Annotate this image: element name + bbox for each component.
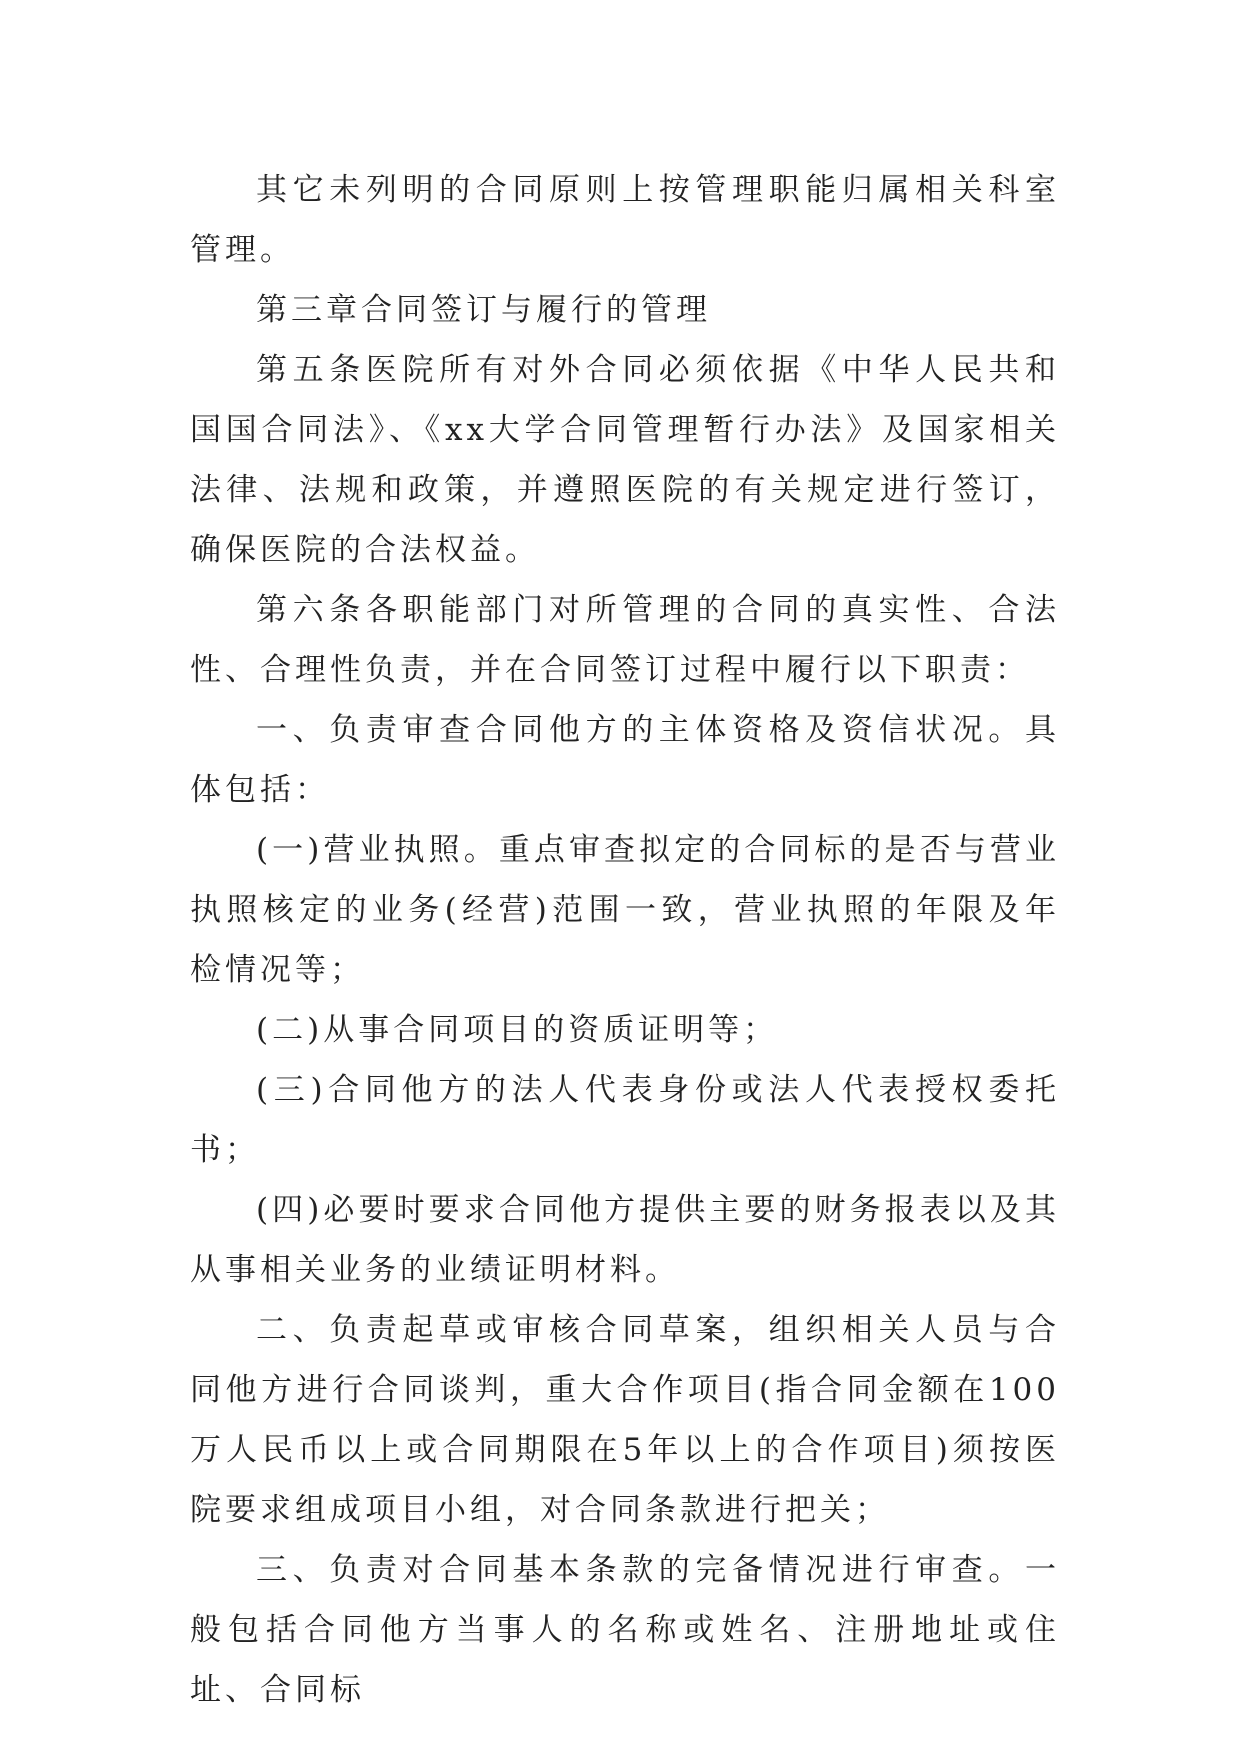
paragraph: 三、负责对合同基本条款的完备情况进行审查。一般包括合同他方当事人的名称或姓名、注册地址或住址、合同标 bbox=[190, 1552, 1060, 1708]
paragraph: 第五条医院所有对外合同必须依据《中华人民共和国国合同法》、《xx大学合同管理暂行办法》及国家相关法律、法规和政策，并遵照医院的有关规定进行签订，确保医院的合法权益。 bbox=[190, 352, 1060, 568]
paragraph: (三)合同他方的法人代表身份或法人代表授权委托书； bbox=[190, 1072, 1060, 1168]
chapter-heading: 第三章合同签订与履行的管理 bbox=[256, 292, 711, 328]
paragraph: 第六条各职能部门对所管理的合同的真实性、合法性、合理性负责，并在合同签订过程中履行以下职责： bbox=[190, 592, 1060, 688]
paragraph: 二、负责起草或审核合同草案，组织相关人员与合同他方进行合同谈判，重大合作项目(指合同金额在100万人民币以上或合同期限在5年以上的合作项目)须按医院要求组成项目小组，对合同条款进行把关； bbox=[190, 1312, 1060, 1528]
paragraph: (二)从事合同项目的资质证明等； bbox=[256, 1012, 779, 1048]
paragraph: 其它未列明的合同原则上按管理职能归属相关科室管理。 bbox=[190, 172, 1060, 268]
document-body bbox=[190, 160, 1060, 1720]
paragraph: 一、负责审查合同他方的主体资格及资信状况。具体包括： bbox=[190, 712, 1060, 808]
paragraph: (一)营业执照。重点审查拟定的合同标的是否与营业执照核定的业务(经营)范围一致，营业执照的年限及年检情况等； bbox=[190, 832, 1060, 988]
paragraph: (四)必要时要求合同他方提供主要的财务报表以及其从事相关业务的业绩证明材料。 bbox=[190, 1192, 1060, 1288]
